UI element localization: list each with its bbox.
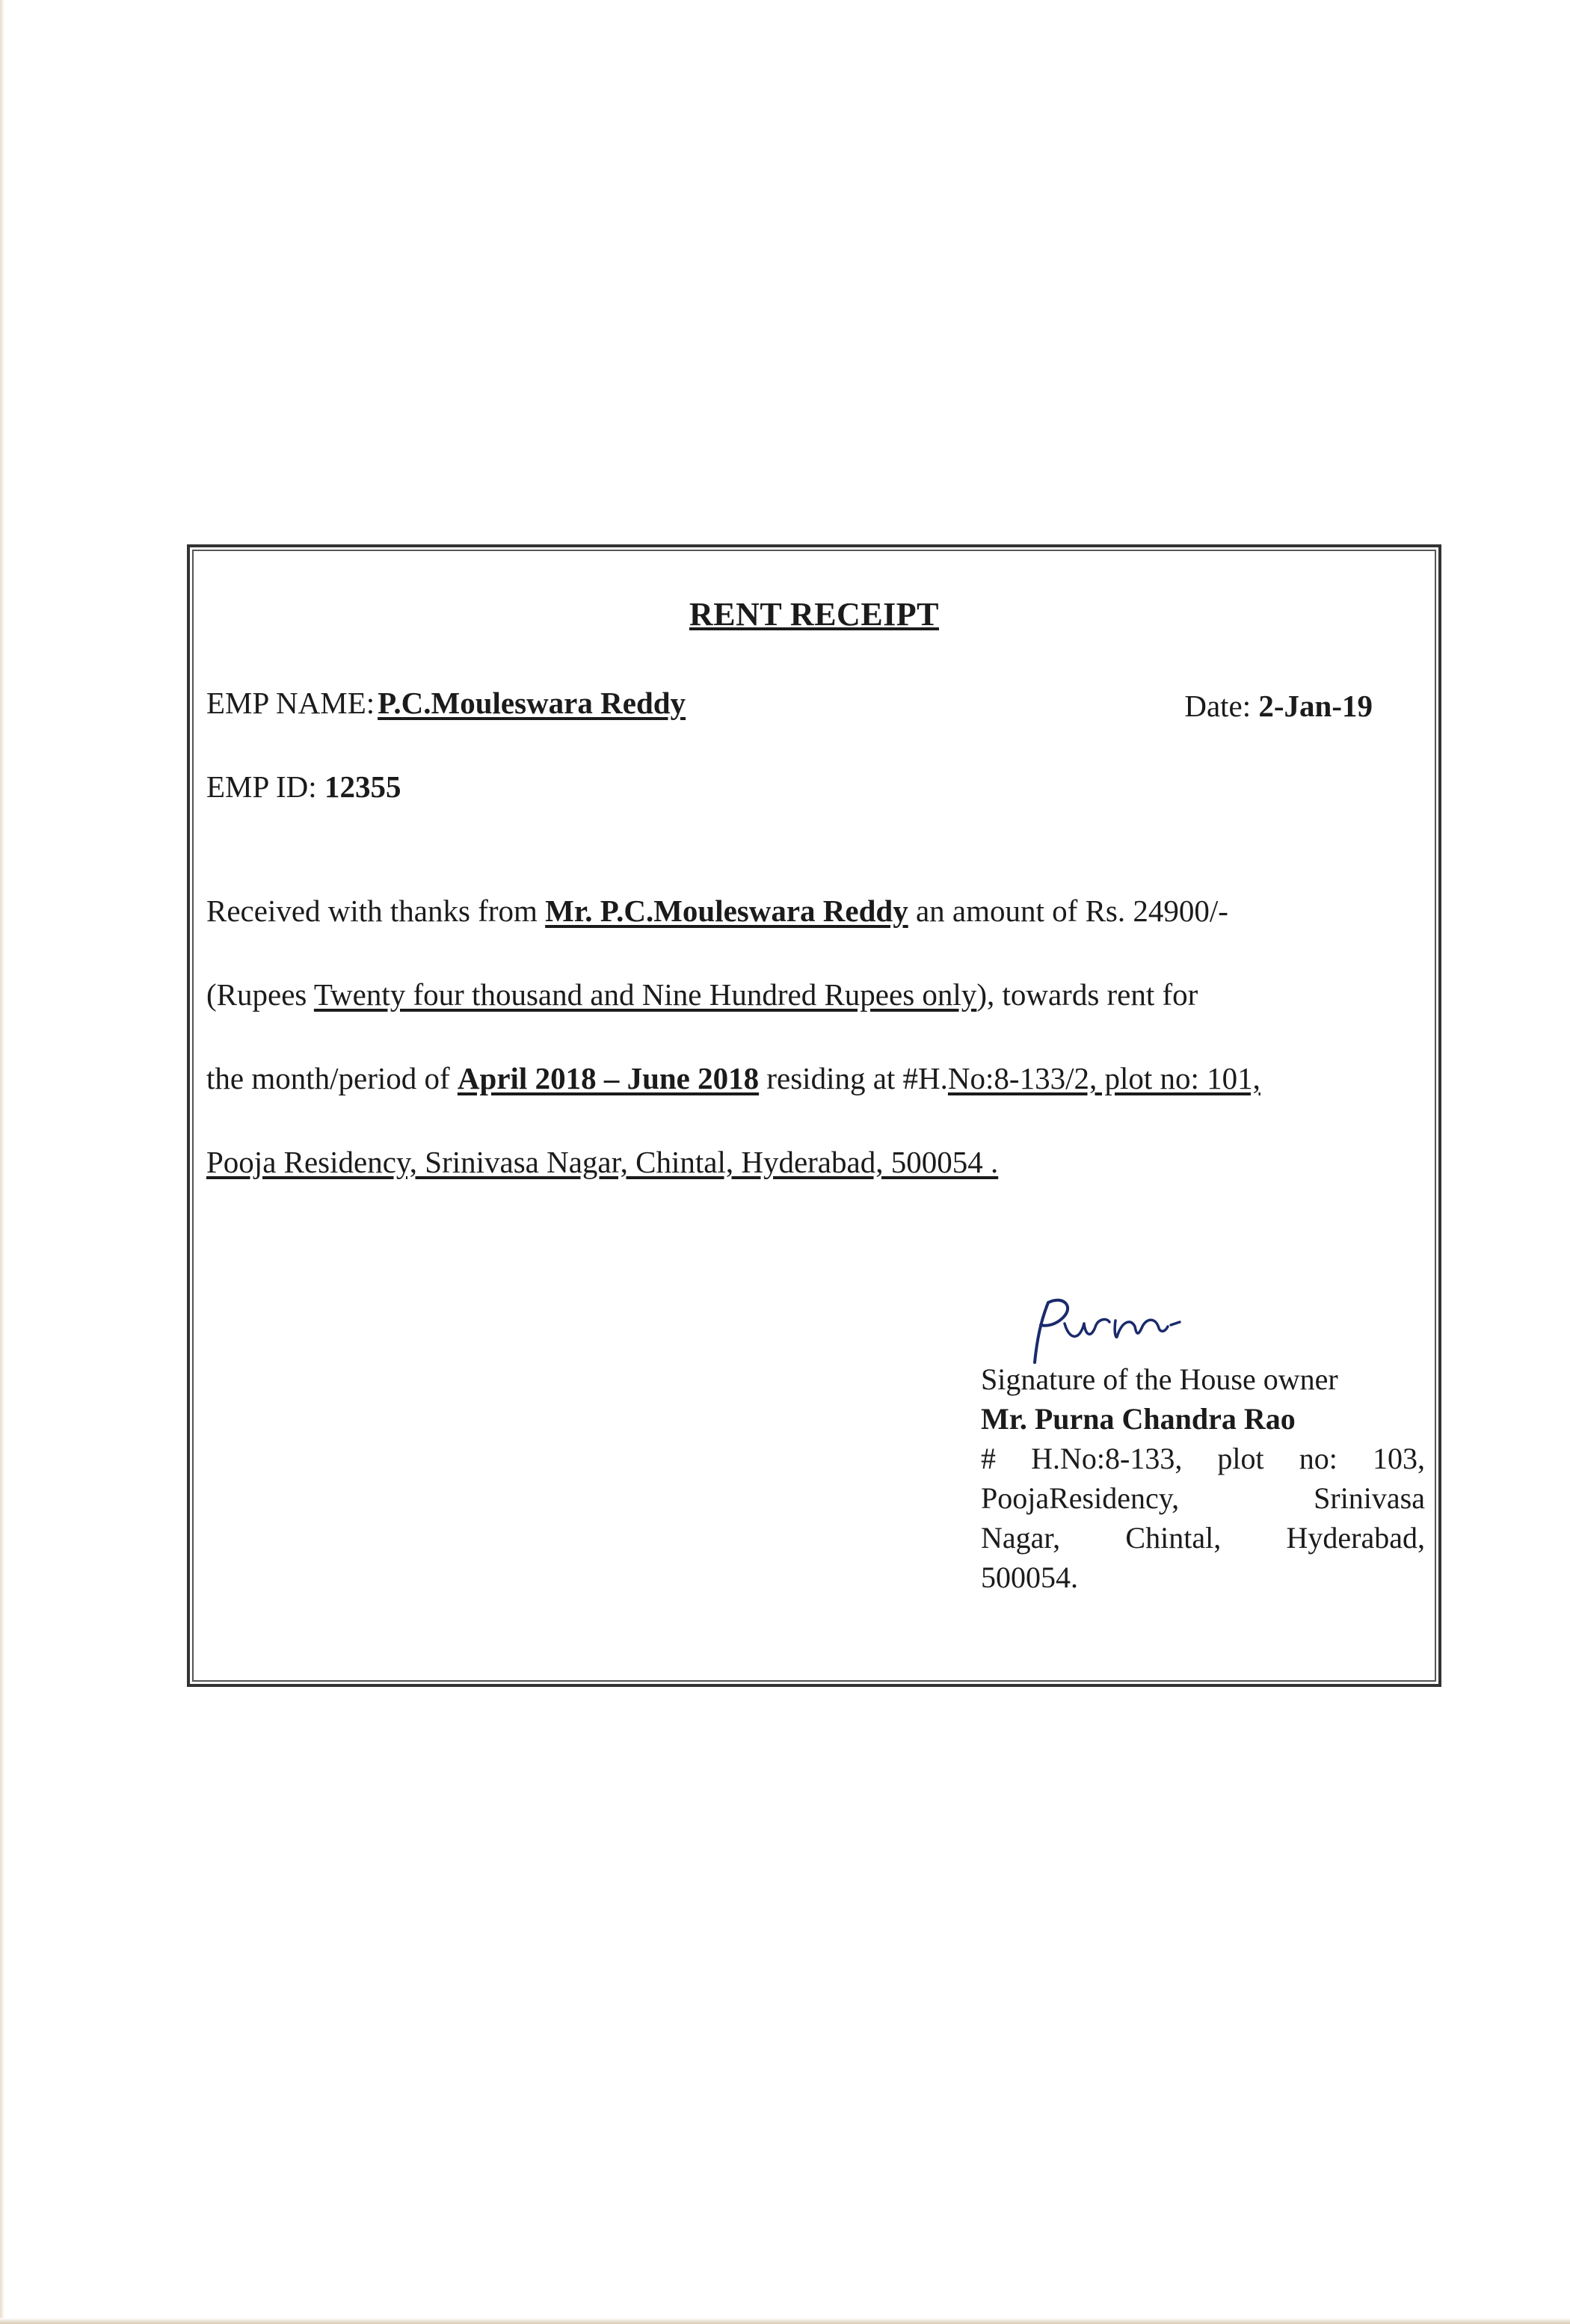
paper-bottom-edge	[0, 2318, 1570, 2324]
amount: Rs. 24900/-	[1085, 894, 1228, 928]
owner-address-line-4: 500054.	[981, 1561, 1078, 1594]
signature-label: Signature of the House owner	[981, 1362, 1338, 1396]
amount-in-words: Twenty four thousand and Nine Hundred Rupees only	[313, 977, 977, 1012]
receipt-title: RENT RECEIPT	[689, 596, 940, 633]
body-line-1	[206, 896, 1228, 926]
signature-image	[1018, 1288, 1243, 1370]
emp-id-label: EMP ID:	[206, 769, 317, 804]
body-line-4: Pooja Residency, Srinivasa Nagar, Chintal, Hyderabad, 500054 .	[206, 1145, 999, 1179]
rent-period: April 2018 – June 2018	[457, 1061, 760, 1095]
paper-edge	[0, 0, 4, 2324]
date-value: 2-Jan-19	[1258, 689, 1373, 723]
body-text: (Rupees	[206, 977, 307, 1012]
body-text: Received with thanks from	[206, 894, 538, 928]
emp-id-value: 12355	[324, 769, 401, 804]
payer-name: Mr. P.C.Mouleswara Reddy	[545, 894, 908, 928]
date-line	[1184, 688, 1373, 724]
rent-receipt	[187, 544, 1441, 1687]
owner-address-line-2: PoojaResidency, Srinivasa	[981, 1481, 1425, 1515]
body-text: residing at #H.	[766, 1061, 948, 1095]
body-line-3	[206, 1063, 1260, 1094]
body-text: an amount of	[915, 894, 1078, 928]
emp-name-value: P.C.Mouleswara Reddy	[378, 686, 686, 720]
owner-address-line-3: Nagar, Chintal, Hyderabad,	[981, 1521, 1425, 1555]
body-line-2	[206, 977, 1198, 1012]
emp-name-label: EMP NAME:	[206, 686, 375, 720]
emp-name-line	[206, 688, 686, 719]
owner-name: Mr. Purna Chandra Rao	[981, 1402, 1296, 1436]
date-label: Date:	[1184, 689, 1252, 723]
house-owner-block	[981, 1359, 1425, 1597]
body-text: ), towards rent for	[976, 977, 1198, 1012]
body-text: the month/period of	[206, 1061, 450, 1095]
emp-id-line	[206, 769, 401, 804]
owner-address-line-1: # H.No:8-133, plot no: 103,	[981, 1442, 1425, 1475]
tenant-address: No:8-133/2, plot no: 101,	[947, 1061, 1260, 1095]
